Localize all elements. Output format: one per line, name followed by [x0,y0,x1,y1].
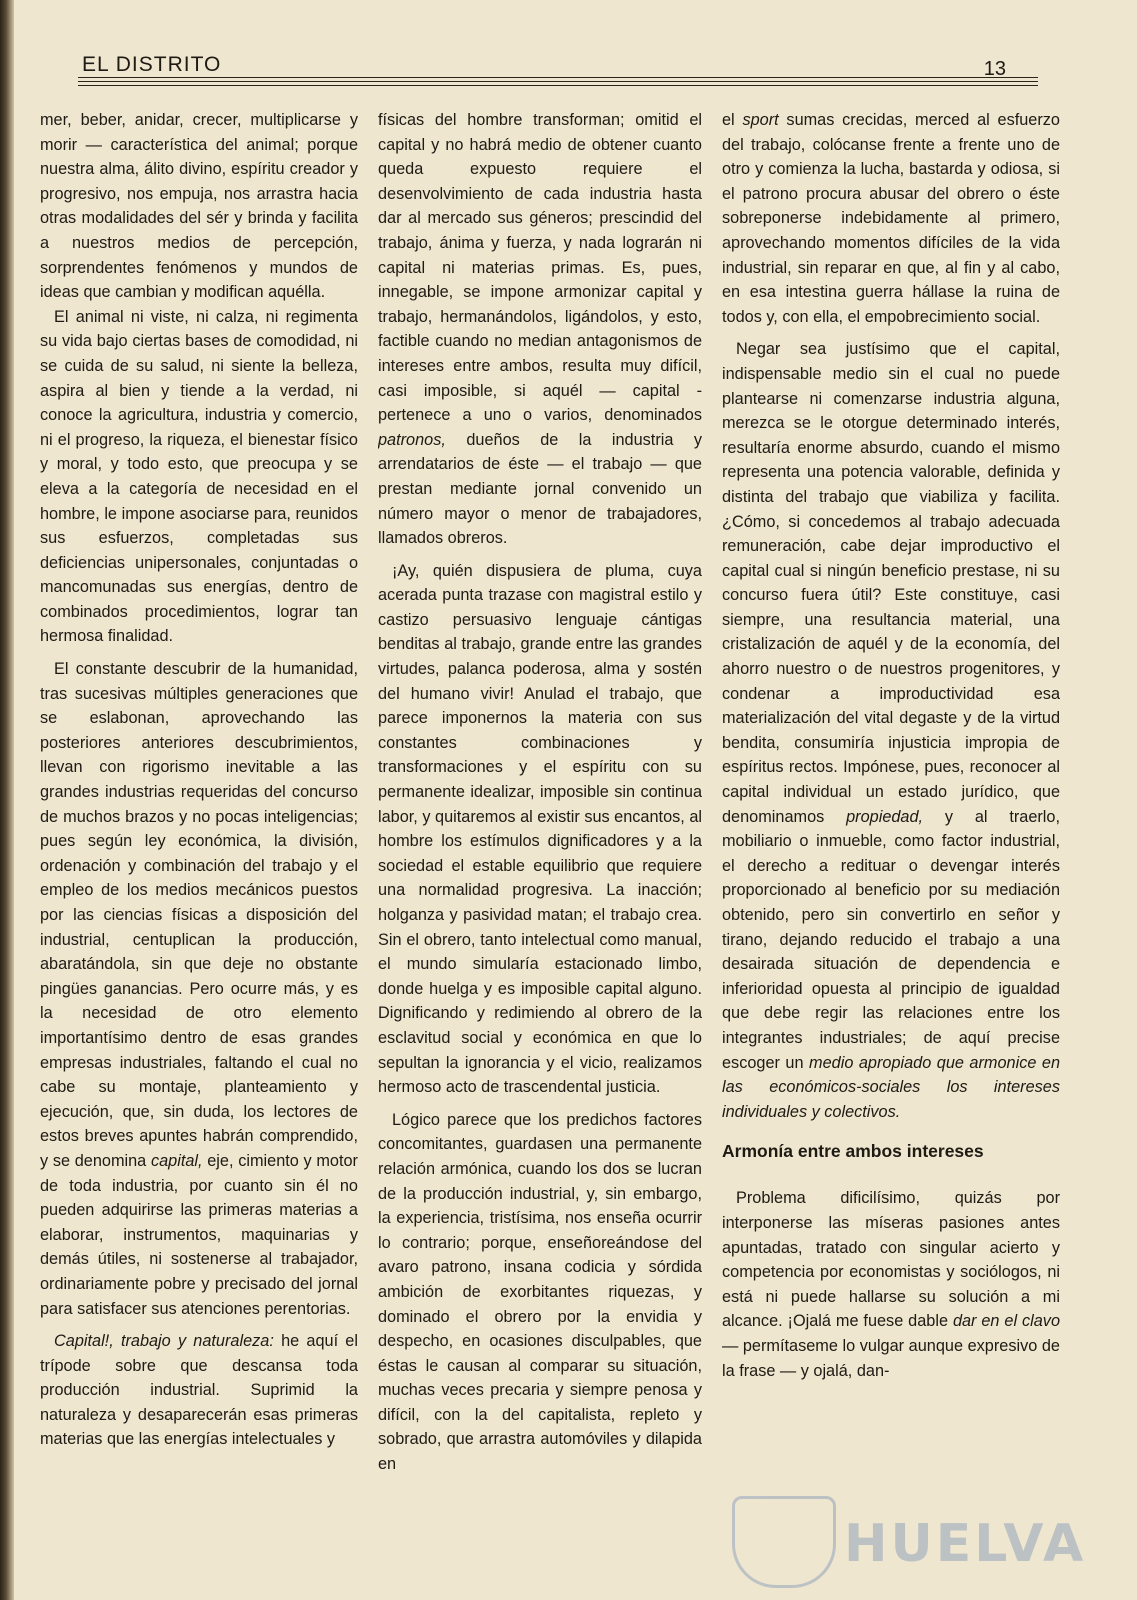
binding-edge [0,0,14,1600]
paragraph: Lógico parece que los predichos factores concomitantes, guardasen una permanente relación armónica, cuando los dos se lucran de la producción industrial, y, sin embargo, la experiencia, tristísima, nos enseña ocurrir lo contrario; porque, enseñoreándose del avaro patrono, insana codicia y sórdida ambición de exorbitantes riquezas, y dominado el obrero por la envidia y despecho, en ocasiones disculpables, que éstas le causan al comparar su situación, muchas veces precaria y siempre penosa y difícil, con la del capitalista, repleto y sobrado, que arrastra automóviles y dilapida en [378,1110,702,1474]
paragraph [722,1186,1060,1383]
emphasis: capital, [150,1151,203,1170]
paragraph-text: Negar sea justísimo que el capital, indispensable medio sin el cual no puede plantearse ni comenzarse industria alguna, merezca se le otorgue determinado interés, resultaría enorme absurdo, cuando el mismo representa una potencia valorable, definida y distinta del trabajo que viabiliza y facilita. ¿Cómo, si concedemos al trabajo adecuada remuneración, cabe dejar improductivo el capital cual si ningún beneficio prestase, ni su concurso fuera útil? Este constituye, casi siempre, una resultancia material, una cristalización de aquél y de la economía, del ahorro nuestro o de nuestros progenitores, y condenar a improductividad esa materialización del vital degaste y de la virtud bendita, consumiría injusticia impropia de espíritus rectos. Impónese, pues, reconocer al capital individual un estado jurídico, que denominamos [722,340,1060,826]
text-column-3 [722,108,1060,1568]
emphasis: patronos, [378,430,446,449]
paragraph-text: físicas del hombre transforman; omitid el capital y no habrá medio de obtener cuanto queda expuesto requiere el desenvolvimiento de cada industria hasta dar al mercado sus géneros; prescindid del trabajo, ánima y fuerza, y nada lograrán ni capital ni materias primas. Es, pues, innegable, se impone armonizar capital y trabajo, hermanándolos, ligándolos, y esto, factible cuando no median antagonismos de intereses entre ambos, resulta muy difícil, casi imposible, si aquél — capital - pertenece a uno o varios, denominados [378,111,702,425]
paragraph [40,657,358,1321]
paragraph-text: — permítaseme lo vulgar aunque expresivo de la frase — y ojalá, dan- [722,1336,1060,1380]
paragraph: ¡Ay, quién dispusiera de pluma, cuya acerada punta trazase con magistral estilo y castizo persuasivo lenguaje cántigas benditas al trabajo, grande entre las grandes virtudes, palanca poderosa, alma y sostén del humano vivir! Anulad el trabajo, que parece imponernos la materia con sus constantes combinaciones y transformaciones y el espíritu con su permanente idealizar, imposible sin continua labor, y quitaremos al existir sus encantos, al hombre los estímulos dignificadores y a la sociedad el estable equilibrio que requiere una normalidad progresiva. La inacción; holganza y pasividad matan; el trabajo crea. Sin el obrero, tanto intelectual como manual, el mundo simularía estacionado limbo, donde huelga y es imposible capital alguno. Dignificando y redimiendo al obrero de la esclavitud social y económica en que lo sepultan la ignorancia y el vicio, realizamos hermoso acto de trascendental justicia. [378,561,702,1097]
page-number: 13 [983,58,1006,80]
paragraph [40,1329,358,1452]
header-rule [78,81,1038,82]
header-rule [78,77,1038,78]
paragraph-text: he aquí el trípode sobre que descansa toda [40,1332,358,1375]
paragraph-text: producción industrial. Suprimid la naturaleza y desaparecerán esas primeras materias que las energías intelectuales y [40,1381,358,1449]
paragraph [378,108,702,551]
text-column-2 [378,108,702,1568]
paragraph-text: Problema dificilísimo, quizás por interponerse las míseras pasiones antes apuntadas, tratado con singular acierto y competencia por economistas y sociólogos, ni está ni puede hallarse su solución a mi alcance. ¡Ojalá me fuese dable [722,1189,1060,1331]
archive-watermark [732,1490,1087,1590]
emphasis: dar en el clavo [952,1312,1060,1331]
emphasis: medio apropiado que armonice en las económicos-sociales los intereses individuales y colectivos. [722,1053,1060,1121]
emphasis: propiedad, [846,807,924,826]
paragraph-text: y al traerlo, mobiliario o inmueble, como factor industrial, el derecho a redituar o devengar interés proporcionado al beneficio por su mediación obtenido, pero sin convertirlo en señor y tirano, dejando reducido el trabajo a una desairada situación de dependencia e inferioridad opuesta al principio de igualdad que debe regir las relaciones entre los integrantes industriales; de aquí precise escoger un [722,807,1060,1072]
paragraph: El animal ni viste, ni calza, ni regimenta su vida bajo ciertas bases de comodidad, ni se cuida de su salud, ni siente la belleza, aspira al bien y tiende a la verdad, ni conoce la agricultura, industria y comercio, ni el progreso, la riqueza, el bienestar físico y moral, y todo esto, que preocupa y se eleva a la categoría de necesidad en el hombre, le impone asociarse para, reunidos sus esfuerzos, completadas sus deficiencias unipersonales, conjuntadas o mancomunadas sus energías, dentro de combinados procedimientos, lograr tan hermosa finalidad. [40,307,358,646]
text-column-1 [40,108,358,1568]
emphasis: sport [742,111,779,129]
paragraph [722,108,1060,329]
paragraph: mer, beber, anidar, crecer, multiplicarse y morir — característica del animal; porque nuestra alma, álito divino, espíritu creador y progresivo, nos empuja, nos arrastra hacia otras modalidades del sér y brinda y facilita a nuestros medios de percepción, sorprendentes fenómenos y mundos de ideas que cambian y modifican aquélla. [40,111,358,302]
coat-of-arms-icon [732,1496,836,1588]
emphasis: Capital!, trabajo y naturaleza: [54,1332,274,1351]
section-heading: Armonía entre ambos intereses [722,1141,984,1162]
paragraph [722,337,1060,1124]
page-header [78,52,1038,92]
paragraph-text: dueños de la industria y arrendatarios de éste — el trabajo — que prestan mediante jornal convenido un número mayor o menor de trabajadores, llamados obreros. [378,430,702,548]
paragraph-text: sumas crecidas, merced al esfuerzo del trabajo, colócanse frente a frente uno de otro y comienza la lucha, bastarda y odiosa, si el patrono procura abusar del obrero o éste sobreponerse indebidamente al primero, aprovechando momentos difíciles de la vida industrial, sin reparar en que, al fin y al cabo, en esa intestina guerra hállase la ruina de todos y, con ella, el empobrecimiento social. [722,111,1060,326]
watermark-text: HUELVA [844,1514,1087,1574]
header-rule [78,85,1038,86]
paragraph-text: el [722,111,735,129]
paragraph-text: El constante descubrir de la humanidad, tras sucesivas múltiples generaciones que se eslabonan, aprovechando las posteriores anteriores descubrimientos, llevan con rigorismo inevitable a las grandes industrias requeridas del concurso de muchos brazos y no pocas inteligencias; pues según ley económica, la división, ordenación y combinación del trabajo y el empleo de los medios mecánicos puestos por las ciencias físicas a disposición del industrial, centuplican la producción, abaratándola, sin que deje no obstante pingües ganancias. Pero ocurre más, y es la necesidad de otro elemento importantísimo dentro de esas grandes empresas industriales, faltando el cual no cabe su montaje, planteamiento y ejecución, que, sin duda, los lectores de estos breves apuntes habrán comprendido, y se denomina [40,660,358,1170]
paragraph-text: eje, cimiento y motor de toda industria, por cuanto sin él no pueden adquirirse las primeras materias a elaborar, instrumentos, maquinarias y demás útiles, ni sostenerse al trabajador, ordinariamente pobre y precisado del jornal para satisfacer sus atenciones perentorias. [40,1151,358,1318]
journal-title: EL DISTRITO [82,53,222,76]
